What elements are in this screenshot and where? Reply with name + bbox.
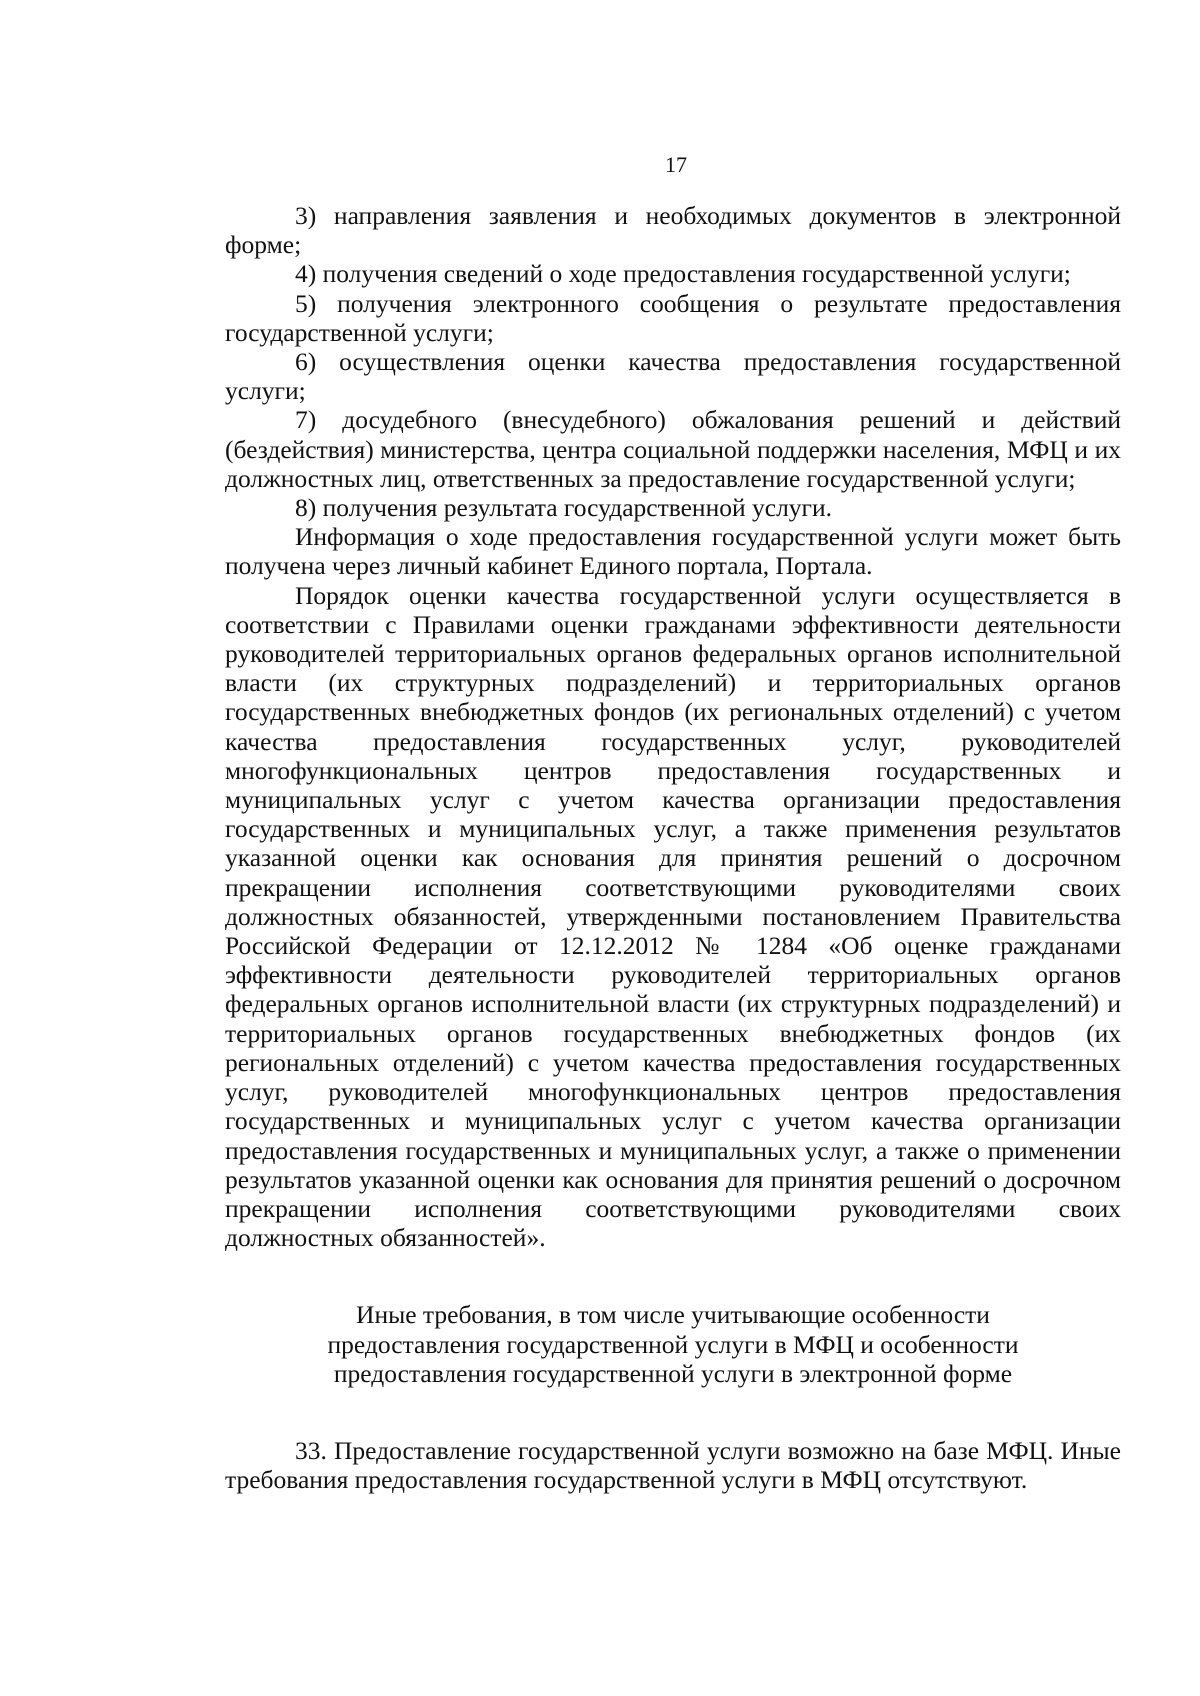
list-item-8: 8) получения результата государственной услуги. <box>295 493 833 523</box>
paragraph-33: 33. Предоставление государственной услуги возможно на базе МФЦ. Иные требования предоставления государственной услуги в МФЦ отсутствуют. <box>225 1435 1121 1495</box>
section-heading-line-3: предоставления государственной услуги в электронной форме <box>333 1358 1013 1388</box>
list-item-6: 6) осуществления оценки качества предоставления государственной услуги; <box>225 347 1121 406</box>
paragraph-info: Информация о ходе предоставления государственной услуги может быть получена через личный кабинет Единого портала, Портала. <box>225 522 1121 581</box>
document-body <box>225 201 1121 1494</box>
section-heading-line-2: предоставления государственной услуги в МФЦ и особенности <box>327 1329 1019 1359</box>
list-item-4: 4) получения сведений о ходе предоставления государственной услуги; <box>295 259 1071 289</box>
paragraph-evaluation-order: Порядок оценки качества государственной услуги осуществляется в соответствии с Правилами оценки гражданами эффективности деятельности руководителей территориальных органов федеральных органов исполнительной власти (их структурных подразделений) и территориальных органов государственных внебюджетных фондов (их региональных отделений) с учетом качества предоставления государственных услуг, руководителей многофункциональных центров предоставления государственных и муниципальных услуг с учетом качества организации предоставления государственных и муниципальных услуг, а также применения результатов указанной оценки как основания для принятия решений о досрочном прекращении исполнения соответствующими руководителями своих должностных обязанностей, утвержденными постановлением Правительства Российской Федерации от 12.12.2012 № 1284 «Об оценке гражданами эффективности деятельности руководителей территориальных органов федеральных органов исполнительной власти (их структурных подразделений) и территориальных органов государственных внебюджетных фондов (их региональных отделений) с учетом качества предоставления государственных услуг, руководителей многофункциональных центров предоставления государственных и муниципальных услуг с учетом качества организации предоставления государственных и муниципальных услуг, а также о применении результатов указанной оценки как основания для принятия решений о досрочном прекращении исполнения соответствующими руководителями своих должностных обязанностей». <box>225 580 1121 1253</box>
page-number: 17 <box>665 152 687 177</box>
list-item-5: 5) получения электронного сообщения о результате предоставления государственной услуги; <box>225 288 1121 347</box>
list-item-7: 7) досудебного (внесудебного) обжалования решений и действий (бездействия) министерства, центра социальной поддержки населения, МФЦ и их должностных лиц, ответственных за предоставление государственной услуги; <box>225 405 1121 493</box>
section-heading <box>225 1300 1121 1388</box>
section-heading-line-1: Иные требования, в том числе учитывающие особенности <box>356 1300 990 1330</box>
list-item-3: 3) направления заявления и необходимых документов в электронной форме; <box>225 201 1121 260</box>
